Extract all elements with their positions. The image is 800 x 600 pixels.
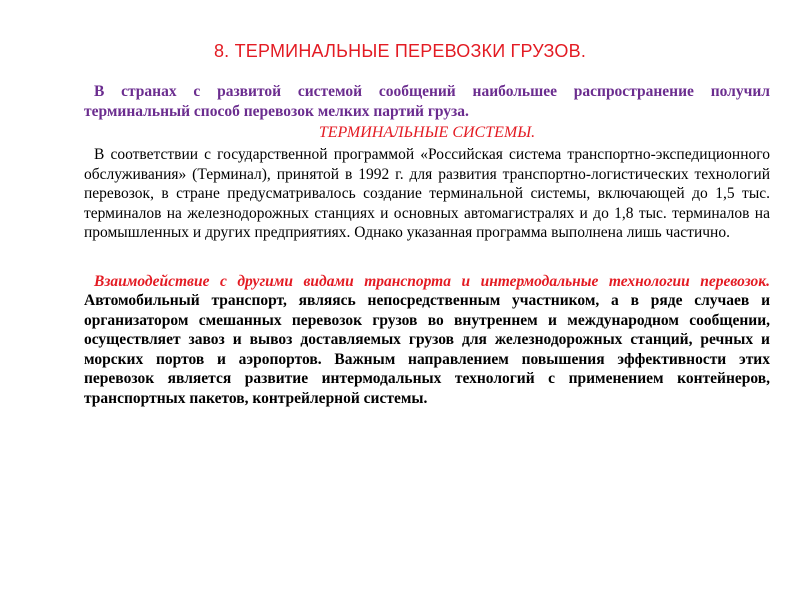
interaction-paragraph [84,272,770,409]
interaction-text: Автомобильный транспорт, являясь непосредственным участником, а в ряде случаев и организатором смешанных перевозок грузов во внутреннем и международном сообщении, осуществляет завоз и вывоз доставляемых грузов для железнодорожных станций, речных и морских портов и аэропортов. Важным направлением повышения эффективности этих перевозок является развитие интермодальных технологий с применением контейнеров, транспортных пакетов, контрейлерной системы. [84,292,770,407]
slide-title: 8. ТЕРМИНАЛЬНЫЕ ПЕРЕВОЗКИ ГРУЗОВ. [213,41,587,61]
program-paragraph: В соответствии с государственной программой «Российская система транспортно-экспедиционного обслуживания» (Терминал), принятой в 1992 г. для развития транспортно-логистических технологий перевозок, в стране предусматривалось создание терминальной системы, включающей до 1,5 тыс. терминалов на железнодорожных станциях и основных автомагистралях и до 1,8 тыс. терминалов на промышленных и других предприятиях. Однако указанная программа выполнена лишь частично. [84,146,770,241]
interaction-heading: Взаимодействие с другими видами транспорта и интермодальные технологии перевозок. [94,272,770,290]
slide-content [84,82,770,408]
intro-paragraph: В странах с развитой системой сообщений наибольшее распространение получил терминальный способ перевозок мелких партий груза. [84,83,770,120]
section-subtitle: ТЕРМИНАЛЬНЫЕ СИСТЕМЫ. [318,124,536,141]
